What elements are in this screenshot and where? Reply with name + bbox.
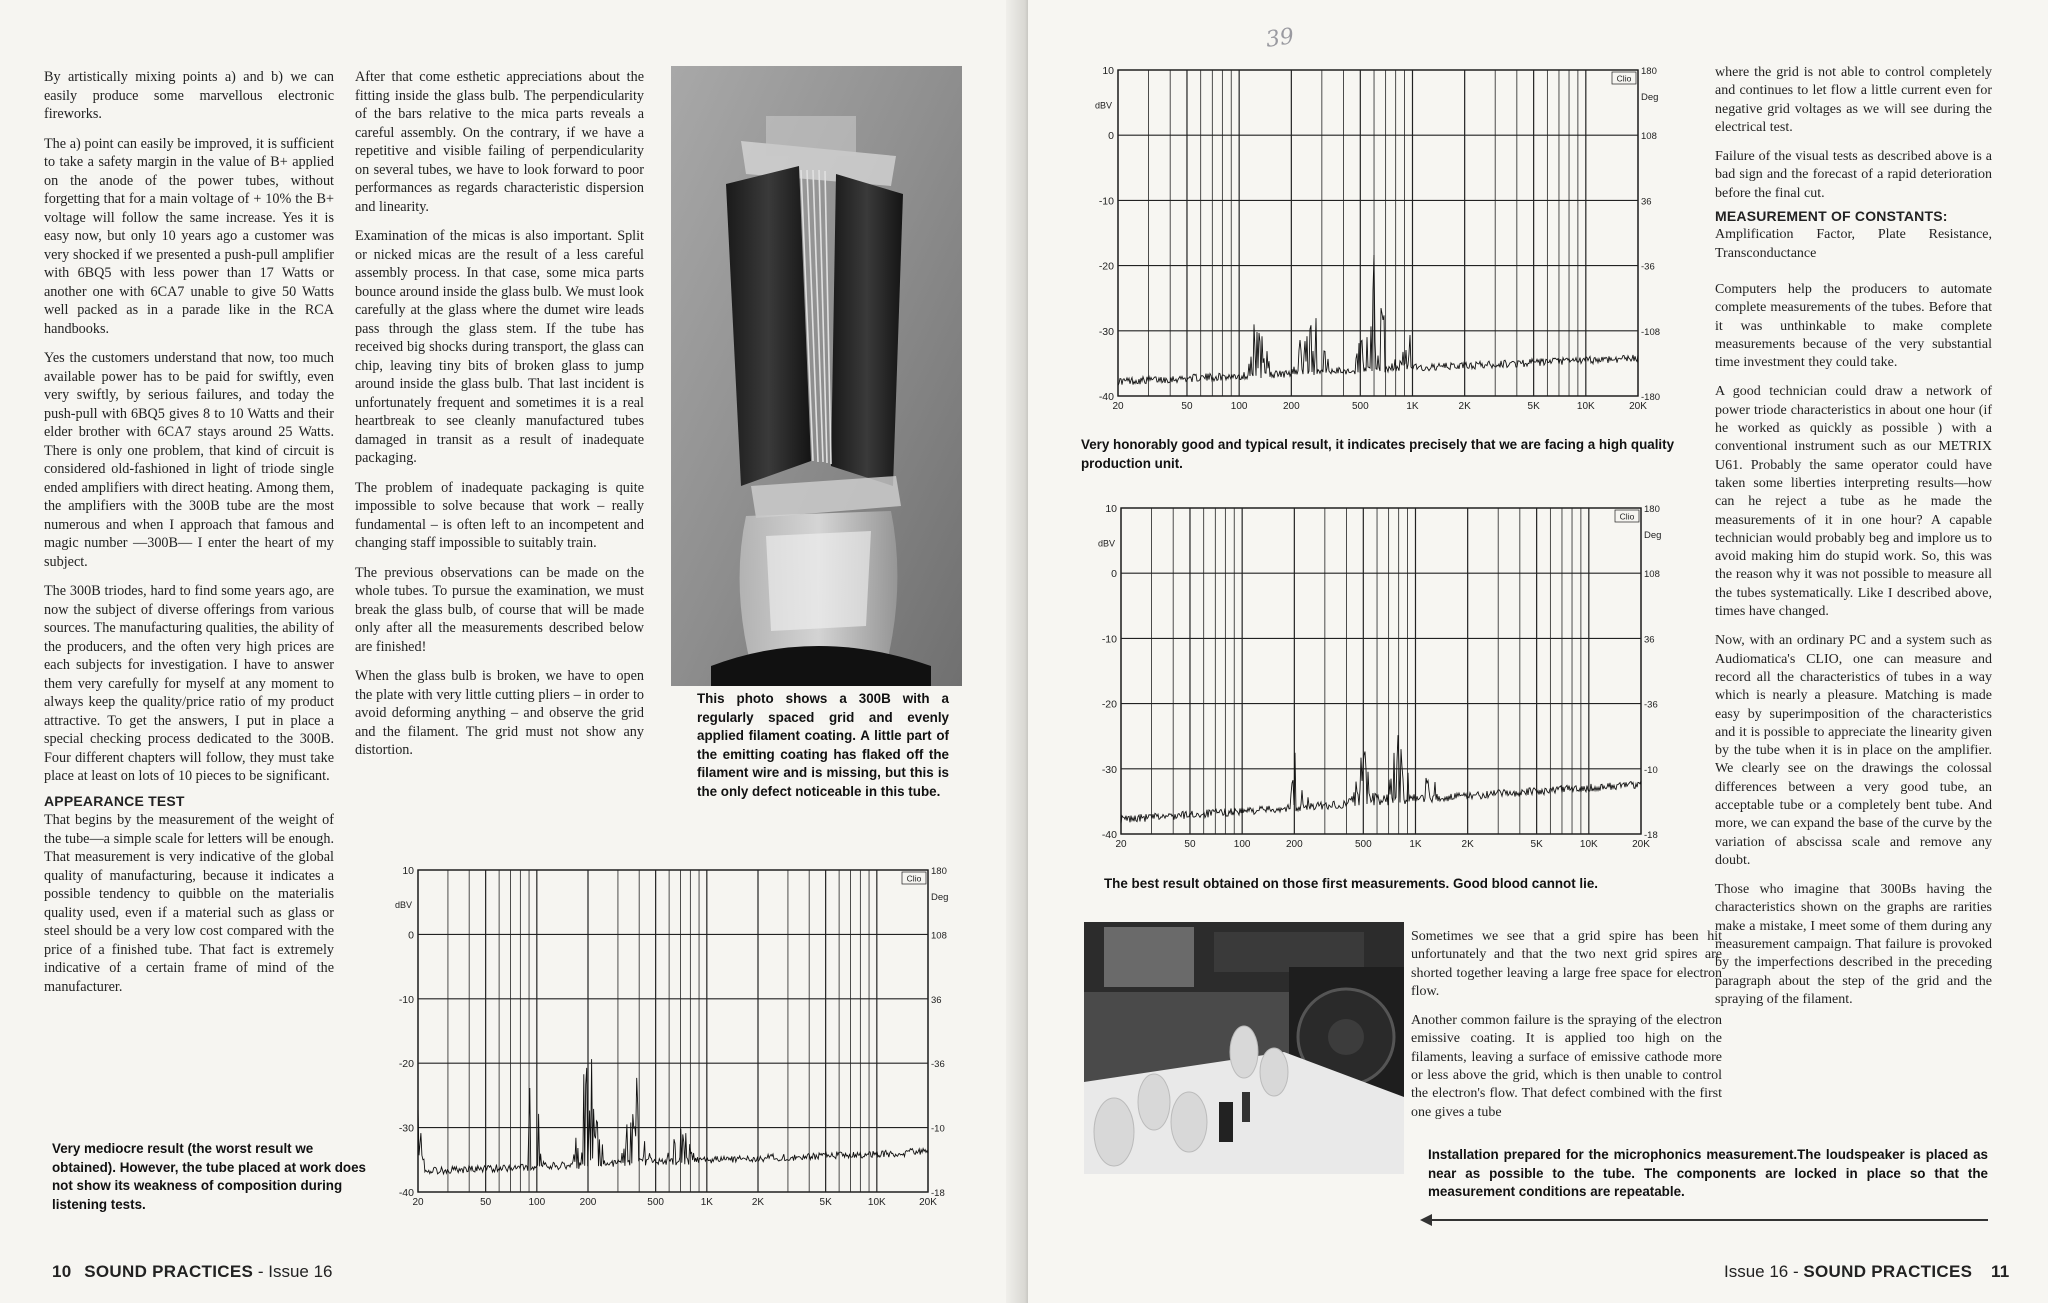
paragraph: That begins by the measurement of the weight of the tube—a simple scale for letters will be enough. That measurement is very indicative of the global quality of manufacturing, because it indicates a possible tendency to quibble on the materialis quality used, even if a material such as glass or steel should be a very low cost compared with the price of a finished tube. That fact is extremely indicative of a certain frame of mind of the manufacturer. [44, 812, 334, 995]
handwritten-mark: 39 [1264, 24, 1296, 53]
x-tick-label: 20 [412, 1197, 424, 1208]
x-tick-label: 1K [700, 1197, 713, 1208]
installation-photo [1084, 922, 1404, 1174]
frequency-response-graph-good [1080, 62, 1680, 422]
page-number: 10 [52, 1262, 72, 1281]
y-tick-label: -10 [398, 993, 414, 1006]
paragraph: When the glass bulb is broken, we have to open the plate with very little cutting pliers – in order to avoid deforming anything – and observe the grid and the filament. The grid must not show any distortion. [355, 668, 644, 758]
phase-tick-label: Deg [931, 891, 949, 903]
response-curve [1121, 735, 1641, 823]
x-tick-label: 1K [1406, 401, 1419, 412]
x-tick-label: 200 [1285, 839, 1303, 850]
paragraph: The 300B triodes, hard to find some years ago, are now the subject of diverse offerings from various sources. The manufacturing qualities, the ability of the producers, and the often very high prices are each subjects for investigation. I have to answer them very carefully for myself at any moment to always keep the quality/price ratio of my product attractive. To get the answers, I put in place a special checking process dedicated to the 300B. Four different chapters will follow, they must take place at least on lots of 10 pieces to be significant. [44, 583, 334, 784]
graph-frame [1118, 70, 1638, 396]
paragraph: Computers help the producers to automate complete measurements of the tubes. Before that it was unthinkable to make complete measurements because of the very substantial time investment they could take. [1715, 281, 1992, 371]
phase-tick-label: Deg [1644, 530, 1662, 542]
installation-photo-caption: Installation prepared for the microphonics measurement.The loudspeaker is placed as near as possible to the tube. The components are locked in place so that the measurement conditions are repeatable. [1428, 1147, 1988, 1199]
frequency-response-graph-best [1083, 500, 1683, 860]
paragraph: Now, with an ordinary PC and a system such as Audiomatica's CLIO, one can measure and record all the characteristics of tubes in a way which is nearly a pleasure. Matching is made easy by superimposition of the characteristics and it is possible to appreciate the linearity given by the tube when it is in place on the amplifier. We clearly see on the drawings the colossal differences between a very good tube, an acceptable tube or a completely bent tube. And more, we can expand the base of the curve by the variation of abscissa scale and remove any doubt. [1715, 633, 1992, 868]
phase-tick-label: 180 [1641, 66, 1657, 77]
x-tick-label: 100 [1233, 839, 1251, 850]
x-tick-label: 50 [1181, 401, 1193, 412]
x-tick-label: 500 [647, 1197, 664, 1208]
tube-photo-illustration [671, 66, 962, 686]
phase-tick-label: -180 [1641, 392, 1661, 403]
issue-label: - Issue 16 [253, 1262, 333, 1281]
response-curve [1118, 255, 1638, 385]
x-tick-label: 20 [1112, 401, 1124, 412]
y-tick-label: -40 [1101, 829, 1117, 841]
graph-frame [1121, 508, 1641, 834]
right-middle-text [1411, 928, 1722, 1122]
y-tick-label: -40 [398, 1187, 414, 1199]
x-tick-label: 50 [1184, 839, 1196, 850]
x-tick-label: 20K [1629, 401, 1647, 412]
x-tick-label: 100 [1230, 401, 1248, 412]
x-tick-label: 5K [1527, 401, 1540, 412]
subheading-measurement-constants: MEASUREMENT OF CONSTANTS: [1715, 208, 1948, 225]
y-tick-label: -30 [398, 1122, 414, 1135]
caption-arrow-head [1420, 1214, 1432, 1226]
frequency-response-graph-poor [380, 862, 970, 1218]
phase-tick-label: Deg [1641, 92, 1659, 104]
phase-tick-label: 36 [1644, 634, 1655, 646]
paragraph: Those who imagine that 300Bs having the characteristics shown on the graphs are rarities make a mistake, I meet some of them during any measurement campaign. That failure is provoked by the imperfections described in the preceding paragraph about the step of the grid and the spraying of the filament. [1715, 882, 1992, 1007]
good-graph-caption: Very honorably good and typical result, it indicates precisely that we are facing a high quality production unit. [1081, 437, 1675, 471]
phase-tick-label: 108 [1644, 569, 1660, 581]
subheading-appearance-test: APPEARANCE TEST [44, 792, 185, 809]
y-tick-label: 0 [408, 929, 414, 942]
paragraph: The previous observations can be made on the whole tubes. To pursue the examination, we must break the glass bulb, of course that will be made only after all the measurements described below are finished! [355, 564, 644, 655]
x-tick-label: 200 [579, 1197, 597, 1208]
y-tick-label: -10 [1098, 195, 1114, 208]
y-unit-label: dBV [1097, 538, 1115, 549]
paragraph: where the grid is not able to control completely and continues to let flow a little current even for negative grid voltages as we will see during the electrical test. [1715, 65, 1992, 135]
y-tick-label: 10 [1105, 503, 1117, 515]
magazine-name: SOUND PRACTICES [1803, 1262, 1973, 1281]
x-tick-label: 20 [1115, 839, 1127, 850]
phase-tick-label: -18 [1644, 830, 1658, 841]
left-column-2 [355, 68, 644, 771]
phase-tick-label: 108 [931, 930, 947, 942]
best-graph-caption: The best result obtained on those first measurements. Good blood cannot lie. [1104, 876, 1599, 891]
paragraph: A good technician could draw a network of power triode characteristics in about one hour (if he worked as quickly as possible ) with a conventional instrument such as our METRIX U61. Probably the same operator could have taken some liberties interpreting results—how can he reject a tube as he made the measurements of it in one hour? A capable technician would probably beg and implore us to avoid making him do stupid work. So, this was the reason why it was not possible to measure all the tubes systematically. Like I described above, times have changed. [1715, 384, 1992, 620]
y-tick-label: -20 [398, 1058, 414, 1071]
y-tick-label: 10 [1102, 65, 1114, 77]
x-tick-label: 20K [919, 1197, 937, 1208]
right-footer [1724, 1262, 2010, 1282]
right-column [1715, 64, 1992, 1020]
y-tick-label: 0 [1108, 130, 1114, 143]
tube-photo [671, 66, 962, 686]
paragraph: Yes the customers understand that now, too much available power has to be paid for swiftly, even very swiftly, by serious failures, and today the push-pull with 6BQ5 gives 8 to 10 Watts and their elder brother with 6CA7 stays around 25 Watts. There is only one problem, that kind of circuit is considered old-fashioned in light of triode single ended amplifiers with direct heating. Among them, the amplifiers with the 300B tube are the most numerous and when I approach that famous and magic number —300B— I enter the heart of my subject. [44, 350, 334, 570]
phase-tick-label: 108 [1641, 131, 1657, 143]
phase-tick-label: 180 [1644, 504, 1660, 515]
phase-tick-label: 36 [931, 994, 942, 1006]
response-curve [418, 1059, 928, 1174]
x-tick-label: 50 [480, 1197, 492, 1208]
x-tick-label: 500 [1354, 839, 1372, 850]
magazine-name: SOUND PRACTICES [84, 1262, 254, 1281]
clio-logo: Clio [906, 873, 922, 884]
page-number: 11 [1990, 1262, 2010, 1281]
x-tick-label: 2K [1458, 401, 1471, 412]
poor-graph-caption: Very mediocre result (the worst result we obtained). However, the tube placed at work does not show its weakness of composition during listening tests. [52, 1141, 366, 1212]
x-tick-label: 5K [1530, 839, 1543, 850]
tube-photo-caption: This photo shows a 300B with a regularly spaced grid and evenly applied filament coating. A little part of the emitting coating has flaked off the filament wire and is missing, but this is the only defect noticeable in this tube. [697, 691, 949, 799]
left-column-1 [44, 68, 334, 1007]
phase-tick-label: -18 [931, 1188, 945, 1199]
left-page [0, 0, 1020, 1303]
clio-logo: Clio [1616, 73, 1632, 84]
x-tick-label: 2K [1461, 839, 1474, 850]
graph-frame [418, 870, 928, 1192]
x-tick-label: 5K [819, 1197, 832, 1208]
phase-tick-label: -36 [1641, 261, 1655, 273]
paragraph: The problem of inadequate packaging is quite impossible to solve because that work – really fundamental – is often left to an incompetent and changing staff impossible to suitably train. [355, 479, 644, 551]
x-tick-label: 500 [1351, 401, 1369, 412]
x-tick-label: 1K [1409, 839, 1422, 850]
subheading-detail: Amplification Factor, Plate Resistance, Transconductance [1715, 227, 1992, 261]
installation-photo-illustration [1084, 922, 1404, 1174]
x-tick-label: 10K [1579, 839, 1598, 850]
paragraph: Examination of the micas is also important. Split or nicked micas are the result of a less careful assembly process. In that case, some mica parts bounce around inside the glass bulb. We must look carefully at the glass where the dumet wire leads pass through the glass stem. If the tube has received big shocks during transport, the glass can chip, leaving tiny bits of broken glass to jump around inside the glass bulb. That last incident is unfortunately frequent and sometimes it is a real heartbreak to see cleanly manufactured tubes damaged in transit as a result of inadequate packaging. [355, 228, 644, 466]
phase-tick-label: -10 [1644, 764, 1658, 776]
paragraph: Sometimes we see that a grid spire has been hit unfortunately and that the two next grid spires are shorted together leaving a large free space for electron flow. [1411, 929, 1722, 999]
y-tick-label: -10 [1101, 633, 1117, 646]
x-tick-label: 100 [528, 1197, 546, 1208]
y-tick-label: -20 [1101, 698, 1117, 711]
phase-tick-label: -36 [931, 1059, 945, 1071]
y-tick-label: 10 [402, 865, 414, 877]
y-unit-label: dBV [1094, 100, 1112, 111]
x-tick-label: 2K [751, 1197, 765, 1208]
paragraph: The a) point can easily be improved, it is sufficient to take a safety margin in the value of B+ applied on the anode of the power tubes, without forgetting that for a main voltage of + 10% the B+ voltage will follow the same increase. Yes it is easy now, but only 10 years ago a customer was very shocked if we presented a push-pull amplifier with 6BQ5 with less power than 17 Watts or another one with 6CA7 unable to give 50 Watts well packed as in a parade like in the RCA handbooks. [44, 135, 334, 337]
y-tick-label: 0 [1111, 568, 1117, 581]
x-tick-label: 200 [1282, 401, 1300, 412]
phase-tick-label: -36 [1644, 699, 1658, 711]
y-tick-label: -30 [1101, 763, 1117, 776]
y-tick-label: -40 [1098, 391, 1114, 403]
clio-logo: Clio [1619, 511, 1635, 522]
phase-tick-label: 36 [1641, 196, 1652, 208]
x-tick-label: 20K [1632, 839, 1650, 850]
phase-tick-label: -10 [931, 1123, 945, 1135]
caption-arrow [1428, 1219, 1988, 1221]
y-unit-label: dBV [394, 900, 412, 911]
phase-tick-label: -108 [1641, 326, 1661, 338]
x-tick-label: 10K [867, 1197, 886, 1208]
right-page [1028, 0, 2048, 1303]
paragraph: Another common failure is the spraying of the electron emissive coating. It is applied too high on the filaments, leaving a surface of emissive cathode more or less above the grid, which is then unable to control the electron's flow. That defect combined with the first one gives a tube [1411, 1013, 1722, 1120]
phase-tick-label: 180 [931, 866, 947, 877]
paragraph: Failure of the visual tests as described above is a bad sign and the forecast of a rapid deterioration before the final cut. [1715, 149, 1992, 201]
issue-label: Issue 16 - [1724, 1262, 1804, 1281]
paragraph: By artistically mixing points a) and b) we can easily produce some marvellous electronic fireworks. [44, 69, 334, 122]
y-tick-label: -20 [1098, 260, 1114, 273]
x-tick-label: 10K [1576, 401, 1595, 412]
left-footer [52, 1262, 332, 1282]
paragraph: After that come esthetic appreciations about the fitting inside the glass bulb. The perpendicularity of the bars relative to the mica parts reveals a careful assembly. On the contrary, if we have a repetitive and visible failing of perpendicularity on several tubes, we have to look forward to poor performances as regards characteristic dispersion and linearity. [355, 69, 644, 215]
y-tick-label: -30 [1098, 325, 1114, 338]
